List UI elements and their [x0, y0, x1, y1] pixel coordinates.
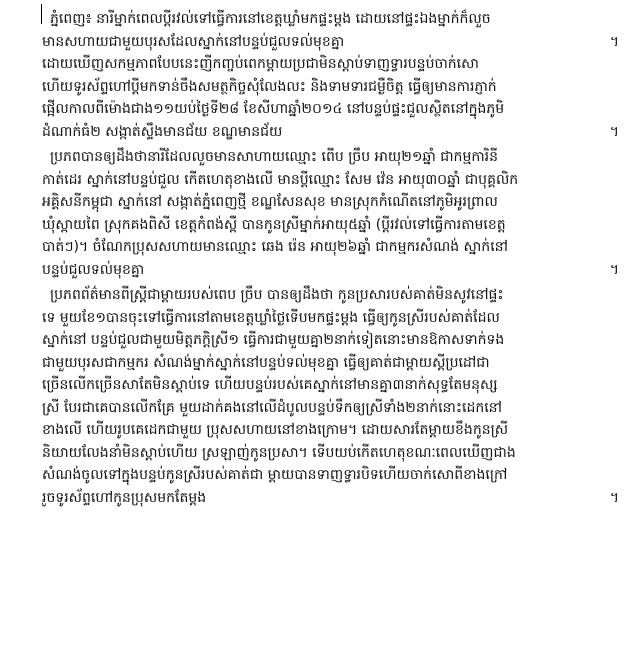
line-text: ដោយឃើញសកម្មភាពបែបនេះញីកញ្ចប់ពេកម្ដាយប្រជាមិនស្ដាប់ទាញទ្វារបន្ទប់ចាក់សោ	[42, 56, 479, 72]
line-text: ជាមួយបុរសជាកម្មករ សំណង់ម្នាក់ស្នាក់នៅបន្ទប់ទល់មុខគ្នា ធ្វើឲ្យគាត់ជាម្ដាយស្ដីប្រដៅជា	[42, 354, 490, 371]
text-line	[42, 98, 619, 121]
paragraph	[42, 284, 619, 509]
line-text: ប្រភពព័ត៌មានពីស្ដ្រីជាម្ដាយរបស់ពេប ច្រឹប បានឲ្យដឹងថា កូនប្រសារបស់គាត់មិនសូវនៅផ្ទះ	[50, 287, 504, 303]
line-text: ប្រភពបានឲ្យដឹងថានារីដែលលួចមានសាហាយឈ្មោះ ពើប ច្រឹប អាយុ២១ឆ្នាំ ជាកម្មការិនី	[50, 149, 498, 165]
line-text: កាត់ដេរ ស្នាក់នៅបន្ទប់ជួល កើតហេតុខាងលើ មានប្ដីឈ្មោះ សែម វ៉េន អាយុ៣០ឆ្នាំ ជាបុគ្គលិក	[42, 171, 519, 188]
line-text: ស្នាក់នៅ បន្ទប់ជួលជាមួយមិត្តភក្ដិស្រី១ ធ្វើការជាមួយគ្នា២នាក់ទៀតនោះមានឱកាសទាក់ទង	[42, 332, 505, 348]
text-line	[42, 307, 619, 330]
text-line	[42, 53, 619, 76]
line-text: និយាយលែងនាំមិនស្ដាប់ហើយ ស្រឡាញ់កូនប្រសា។ ទើបយប់កើតហេតុខណៈពេលឃើញជាង	[42, 444, 516, 461]
text-line	[42, 397, 619, 420]
text-line	[42, 8, 619, 31]
text-line	[42, 259, 619, 282]
line-text: ខាងលើ ហើយរូបគេដេកជាមួយ ប្រុសសហាយនៅខាងក្រោម។ ដោយសារតែម្ដាយខឹងកូនស្រី	[42, 422, 509, 438]
line-text: បាត់ៗ)។ ចំណែកប្រុសសហាយមានឈ្មោះ ឆេង រ៉េន អាយុ២៦ឆ្នាំ ជាកម្មករសំណង់ ស្នាក់នៅ	[42, 239, 508, 255]
line-text: ហើយទូរស័ព្ទហៅប្ដីមកទាន់ចឹងសមត្ថកិច្ចសុំលែងលះ និងទាមទារជម្ងឺចិត្ត ធ្វើឲ្យមានការភ្ញាក់	[42, 78, 497, 95]
text-line	[42, 329, 619, 352]
line-text: សំណង់ចូលទៅក្នុងបន្ទប់កូនស្រីរបស់គាត់ជា ម្ដាយបានទាញទ្វារបិទហើយចាក់សោពីខាងក្រៅ	[42, 467, 508, 483]
paragraph	[42, 146, 619, 281]
text-line	[42, 464, 619, 487]
sentence-end-mark: ។	[609, 123, 619, 140]
line-text: ឃុំស្ពាយពៃ ស្រុកគងពិសី ខេត្តកំពង់ស្ពឺ បានកូនស្រីម្នាក់អាយុ៥ឆ្នាំ (ប្ដីរវល់ទៅធ្វើការតាមខេត្ត	[42, 216, 506, 233]
line-text: អគ្គិសនីកម្ពុជា ស្នាក់នៅ សង្កាត់ភ្នំពេញថ្មី ខណ្ឌសែនសុខ មានស្រុកកំណើតនៅភូមិអូរព្រាល	[42, 194, 498, 210]
line-text: ច្រើនលើកច្រើនសាតែមិនស្ដាប់ទេ ហើយបន្ទប់របស់គេស្នាក់នៅមានគ្នា៣នាក់សុទ្ធតែមនុស្ស	[42, 377, 498, 393]
sentence-end-mark: ។	[609, 33, 619, 50]
text-line	[42, 352, 619, 375]
text-line	[42, 442, 619, 465]
line-text: ដំណាក់ធំ២ សង្កាត់ស្ទឹងមានជ័យ ខណ្ឌមានជ័យ	[42, 123, 283, 140]
text-line	[42, 374, 619, 397]
text-line	[42, 214, 619, 237]
document-body[interactable]	[42, 8, 619, 509]
text-line	[42, 487, 619, 510]
text-line	[42, 31, 619, 54]
line-text: ទេ មួយខែ១បានចុះទៅធ្វើការនៅតាមខេត្តឃ្លាំថ្ងៃទើបមកផ្ទះម្ដង ធ្វើឲ្យកូនស្រីរបស់គាត់ដែល	[42, 309, 500, 326]
sentence-end-mark: ។	[609, 489, 619, 506]
text-line	[42, 191, 619, 214]
paragraph	[42, 8, 619, 143]
line-text: រួចទូរស័ព្ទហៅកូនប្រុសមកតែម្ដង	[42, 489, 207, 506]
line-text: ស្រី បែរជាគេបានលើកគ្រែ មួយដាក់គងនៅលើដំបូលបន្ទប់ទឹកឲ្យស្រីទាំង២នាក់នោះដេកនៅ	[42, 399, 503, 416]
text-line	[42, 284, 619, 307]
text-line	[42, 169, 619, 192]
line-text: មានសហាយជាមួយបុរសដែលស្នាក់នៅបន្ទប់ជួលទល់មុខគ្នា	[42, 33, 345, 50]
text-line	[42, 76, 619, 99]
sentence-end-mark: ។	[609, 261, 619, 278]
text-line	[42, 121, 619, 144]
text-line	[42, 146, 619, 169]
line-text: ភ្នំពេញ៖ នារីម្នាក់ពេលប្ដីរវល់ទៅធ្វើការនៅខេត្តឃ្លាំមកផ្ទះម្ដង ដោយនៅផ្ទះឯងម្នាក់ក៏លួច	[50, 11, 491, 27]
text-line	[42, 419, 619, 442]
line-text: បន្ទប់ជួលទល់មុខគ្នា	[42, 261, 145, 278]
line-text: ផ្អើលកាលពីម៉ោងជាង១១យប់ថ្ងៃទី២៨ ខែសីហាឆ្នាំ២០១៤ នៅបន្ទប់ផ្ទះជួលស្ថិតនៅក្នុងភូមិ	[42, 101, 505, 117]
text-line	[42, 236, 619, 259]
